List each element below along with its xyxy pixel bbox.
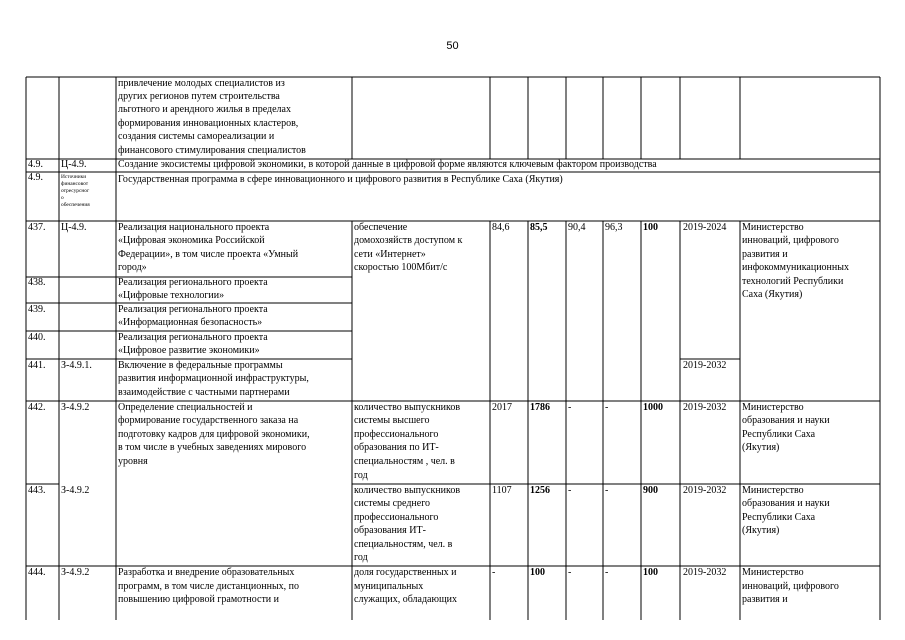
row-437-exec-2: инноваций, цифрового <box>742 235 839 246</box>
row-441-period: 2019-2032 <box>683 360 727 371</box>
row-442-text-2: формирование государственного заказа на <box>118 415 299 426</box>
row-443-exec-4: (Якутия) <box>742 525 780 536</box>
row-439-text-1: Реализация регионального проекта <box>118 304 268 315</box>
row-442-text-4: в том числе в учебных заведениях мирового <box>118 442 307 453</box>
row-443-v1: 1107 <box>492 485 512 496</box>
row-442-ind-4: образования по ИТ- <box>354 442 439 453</box>
row-444-exec-1: Министерство <box>742 567 804 578</box>
row-444-period: 2019-2032 <box>683 567 727 578</box>
row-437-exec-3: развития и <box>742 249 788 260</box>
row-49-code: Ц-4.9. <box>61 159 87 170</box>
row-441-text-3: взаимодействие с частными партнерами <box>118 387 290 398</box>
row-443-v2: 1256 <box>530 485 550 496</box>
row-437-ind-4: скоростью 100Мбит/с <box>354 262 448 273</box>
row-437-v5: 100 <box>643 222 658 233</box>
row-437-ind-3: сети «Интернет» <box>354 249 426 260</box>
row-441-num: 441. <box>28 360 46 371</box>
row-444-text-2: программ, в том числе дистанционных, по <box>118 581 300 592</box>
row-442-v3: - <box>568 402 572 413</box>
row-437-text-2: «Цифровая экономика Российской <box>118 235 265 246</box>
row-49b-text: Государственная программа в сфере инновационного и цифрового развития в Республике Саха (Якутия) <box>118 174 563 185</box>
row-442-ind-1: количество выпускников <box>354 402 461 413</box>
row-442-text-5: уровня <box>118 456 148 467</box>
row-438-text-1: Реализация регионального проекта <box>118 277 268 288</box>
row-444-ind-3: служащих, обладающих <box>354 594 458 605</box>
row-443-ind-5: специальностям, чел. в <box>354 539 453 550</box>
row-442-exec-2: образования и науки <box>742 415 830 426</box>
row-437-text-3: Федерации», в том числе проекта «Умный <box>118 249 299 260</box>
row-442-v4: - <box>605 402 609 413</box>
row-443-v4: - <box>605 485 609 496</box>
row-442-v5: 1000 <box>643 402 663 413</box>
row-442-exec-4: (Якутия) <box>742 442 780 453</box>
row-443-exec-1: Министерство <box>742 485 804 496</box>
row-444-code: З-4.9.2 <box>61 567 90 578</box>
row-444-ind-2: муниципальных <box>354 581 424 592</box>
row-443-period: 2019-2032 <box>683 485 727 496</box>
row-437-ind-1: обеспечение <box>354 222 408 233</box>
top-text-3: льготного и арендного жилья в пределах <box>118 104 291 115</box>
top-text-2: других регионов путем строительства <box>118 91 280 102</box>
row-444-text-3: повышению цифровой грамотности и <box>118 594 280 605</box>
row-441-text-2: развития информационной инфраструктуры, <box>118 373 309 384</box>
row-443-num: 443. <box>28 485 46 496</box>
row-444-exec-3: развития и <box>742 594 788 605</box>
row-442-ind-5: специальностям , чел. в <box>354 456 455 467</box>
row-440-text-2: «Цифровое развитие экономики» <box>118 345 260 356</box>
row-440-num: 440. <box>28 332 46 343</box>
row-438-num: 438. <box>28 277 46 288</box>
row-444-v4: - <box>605 567 609 578</box>
row-444-v3: - <box>568 567 572 578</box>
row-442-ind-3: профессионального <box>354 429 439 440</box>
row-442-v2: 1786 <box>530 402 550 413</box>
top-text-1: привлечение молодых специалистов из <box>118 78 285 89</box>
row-49-num: 4.9. <box>28 159 43 170</box>
row-440-text-1: Реализация регионального проекта <box>118 332 268 343</box>
row-437-num: 437. <box>28 222 46 233</box>
row-437-v4: 96,3 <box>605 222 623 233</box>
row-49b-code-3: отресурсног <box>61 188 90 194</box>
top-text-5: создания системы самореализации и <box>118 131 275 142</box>
row-437-period: 2019-2024 <box>683 222 727 233</box>
row-442-text-1: Определение специальностей и <box>118 402 253 413</box>
row-437-v1: 84,6 <box>492 222 510 233</box>
row-49b-code-1: Источники <box>61 174 87 180</box>
row-443-ind-6: год <box>354 552 368 563</box>
row-443-ind-3: профессионального <box>354 512 439 523</box>
row-443-ind-1: количество выпускников <box>354 485 461 496</box>
row-441-text-1: Включение в федеральные программы <box>118 360 283 371</box>
row-442-period: 2019-2032 <box>683 402 727 413</box>
row-437-ind-2: домохозяйств доступом к <box>354 235 463 246</box>
row-442-text-3: подготовку кадров для цифровой экономики, <box>118 429 310 440</box>
row-444-v2: 100 <box>530 567 545 578</box>
row-444-v5: 100 <box>643 567 658 578</box>
top-text-6: финансового стимулирования специалистов <box>118 145 306 156</box>
row-443-code: З-4.9.2 <box>61 485 90 496</box>
row-437-code: Ц-4.9. <box>61 222 87 233</box>
row-443-exec-3: Республики Саха <box>742 512 816 523</box>
top-text-4: формирования инновационных кластеров, <box>118 118 299 129</box>
row-437-exec-5: технологий Республики <box>742 276 844 287</box>
row-442-v1: 2017 <box>492 402 512 413</box>
row-444-num: 444. <box>28 567 46 578</box>
row-444-ind-1: доля государственных и <box>354 567 457 578</box>
row-439-num: 439. <box>28 304 46 315</box>
row-49-text: Создание экосистемы цифровой экономики, в которой данные в цифровой форме являются ключевым фактором производства <box>118 159 657 170</box>
row-49b-code-5: обеспечения <box>61 202 90 208</box>
row-442-exec-3: Республики Саха <box>742 429 816 440</box>
row-49b-code-4: о <box>61 195 64 201</box>
row-444-text-1: Разработка и внедрение образовательных <box>118 567 295 578</box>
row-443-v3: - <box>568 485 572 496</box>
row-444-exec-2: инноваций, цифрового <box>742 581 839 592</box>
row-437-v3: 90,4 <box>568 222 586 233</box>
row-441-code: З-4.9.1. <box>61 360 92 371</box>
row-49b-num: 4.9. <box>28 172 43 183</box>
row-437-text-1: Реализация национального проекта <box>118 222 270 233</box>
row-442-ind-6: год <box>354 470 368 481</box>
page-number: 50 <box>446 40 459 52</box>
row-442-code: З-4.9.2 <box>61 402 90 413</box>
row-437-v2: 85,5 <box>530 222 548 233</box>
row-437-exec-4: инфокоммуникационных <box>742 262 849 273</box>
row-442-num: 442. <box>28 402 46 413</box>
row-443-ind-2: системы среднего <box>354 498 431 509</box>
row-442-ind-2: системы высшего <box>354 415 430 426</box>
row-443-v5: 900 <box>643 485 658 496</box>
row-437-text-4: город» <box>118 262 147 273</box>
row-443-ind-4: образования ИТ- <box>354 525 426 536</box>
row-439-text-2: «Информационная безопасность» <box>118 317 263 328</box>
row-437-exec-1: Министерство <box>742 222 804 233</box>
row-444-v1: - <box>492 567 496 578</box>
row-443-exec-2: образования и науки <box>742 498 830 509</box>
row-49b-code-2: финансовот <box>61 181 89 187</box>
row-442-exec-1: Министерство <box>742 402 804 413</box>
row-437-exec-6: Саха (Якутия) <box>742 289 803 300</box>
row-438-text-2: «Цифровые технологии» <box>118 290 225 301</box>
